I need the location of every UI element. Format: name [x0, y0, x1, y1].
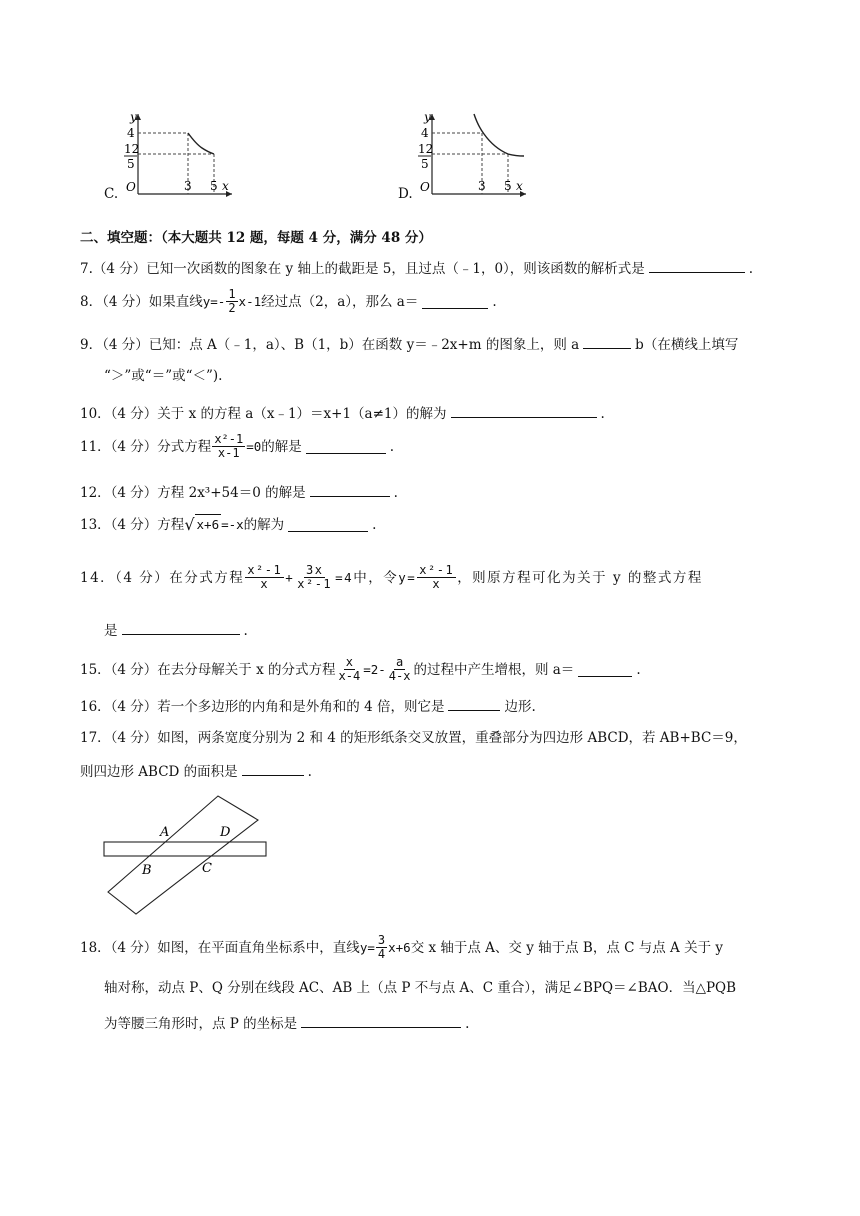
q17-line2: 则四边形 ABCD 的面积是	[80, 764, 238, 780]
question-17-line1: 17．（4 分）如图，两条宽度分别为 2 和 4 的矩形纸条交叉放置，重叠部分为四边形 ABCD，若 AB+BC＝9，	[80, 730, 747, 746]
q8-prefix: 8．（4 分）如果直线	[80, 293, 203, 310]
d-x-tick-5: 5	[504, 179, 512, 193]
option-d	[398, 110, 538, 202]
q8-fraction	[226, 288, 237, 315]
q18-suffix: 交 x 轴于点 A、交 y 轴于点 B，点 C 与点 A 关于 y	[410, 939, 724, 956]
q14-end: .	[243, 623, 248, 639]
q14-line2: 是	[104, 623, 118, 639]
question-7	[80, 258, 753, 279]
q13-suffix: 的解为	[243, 516, 285, 533]
q13-prefix: 13．（4 分）方程	[80, 516, 185, 533]
q15-prefix: 15．（4 分）在去分母解关于 x 的分式方程	[80, 661, 336, 678]
q18-prefix: 18．（4 分）如图，在平面直角坐标系中，直线	[80, 939, 360, 956]
q14-y-eq: y=	[398, 569, 417, 585]
q12-end: .	[393, 485, 398, 501]
q14-f2-den: x²-1	[297, 577, 333, 591]
q12-answer-blank[interactable]	[310, 482, 390, 497]
q18-fraction	[376, 934, 387, 961]
d-x-tick-3: 3	[478, 179, 486, 193]
q18-end: .	[465, 1016, 470, 1032]
q8-num: 1	[228, 287, 236, 301]
question-18-line1	[80, 934, 723, 961]
q11-end: .	[389, 438, 395, 455]
q14-fraction-1	[245, 564, 284, 591]
q8-den: 2	[228, 301, 236, 315]
question-9-line1	[80, 334, 738, 355]
q10-answer-blank[interactable]	[451, 403, 597, 418]
q18-line3: 为等腰三角形时，点 P 的坐标是	[104, 1016, 298, 1032]
q14-f1-den: x	[260, 577, 270, 591]
q11-answer-blank[interactable]	[306, 439, 386, 454]
q7-text: 7.（4 分）已知一次函数的图象在 y 轴上的截距是 5，且过点（﹣1，0），则该函数的解析式是	[80, 261, 645, 277]
d-y-axis-label: y	[424, 110, 431, 124]
c-y-tick-5: 5	[127, 157, 135, 171]
q8-end: .	[492, 293, 497, 310]
option-c-graph	[124, 110, 236, 200]
option-c	[104, 110, 244, 202]
q9-answer-blank[interactable]	[583, 334, 631, 349]
q18-num: 3	[377, 933, 386, 947]
q17-figure	[98, 792, 278, 916]
c-x-tick-3: 3	[184, 179, 192, 193]
q15-answer-blank[interactable]	[578, 662, 632, 677]
q11-prefix: 11．（4 分）分式方程	[80, 438, 212, 455]
q15-end: .	[636, 661, 641, 678]
q9-line1: 9．（4 分）已知：点 A（﹣1，a）、B（1，b）在函数 y＝﹣2x+m 的图象上，则 a	[80, 337, 580, 353]
q15-suffix: 的过程中产生增根，则 a＝	[413, 661, 575, 678]
q14-answer-blank[interactable]	[122, 620, 240, 635]
question-10	[80, 403, 605, 424]
d-y-tick-4: 4	[421, 126, 429, 140]
c-origin-label: O	[126, 180, 136, 194]
q15-f1-num: x	[345, 655, 353, 669]
horizontal-strip	[104, 842, 266, 856]
q15-mid: =2-	[363, 661, 386, 677]
q16-answer-blank[interactable]	[448, 696, 500, 711]
q17-label-b: B	[142, 863, 152, 878]
question-14-line1	[80, 564, 703, 591]
d-x-axis-label: x	[516, 179, 523, 193]
option-d-graph	[418, 110, 530, 200]
question-11	[80, 433, 394, 460]
q14-f1-num: x²-1	[247, 563, 283, 577]
q15-fraction-2	[387, 656, 413, 683]
q7-answer-blank[interactable]	[649, 258, 745, 273]
q14-mid: 中，令	[353, 569, 399, 586]
q18-y-eq: y=	[359, 939, 375, 955]
c-y-tick-12: 12	[124, 142, 140, 156]
q14-fraction-2	[295, 564, 334, 591]
q15-f1-den: x-4	[338, 669, 361, 683]
q13-eq: =-x	[221, 516, 244, 532]
q16-suffix: 边形.	[504, 699, 536, 715]
question-13	[80, 514, 376, 535]
question-12	[80, 482, 398, 503]
q17-end: .	[307, 764, 312, 780]
q10-end: .	[600, 406, 605, 422]
q8-y-eq: y=-	[202, 293, 226, 309]
q11-num: x²-1	[214, 432, 244, 446]
q18-den: 4	[377, 947, 386, 961]
d-origin-label: O	[420, 180, 430, 194]
c-y-tick-4: 4	[127, 126, 135, 140]
slanted-strip	[108, 796, 258, 914]
sqrt-icon: √	[184, 514, 195, 534]
q17-label-d: D	[220, 825, 231, 840]
q14-f3-num: x²-1	[419, 563, 455, 577]
q13-end: .	[372, 516, 377, 533]
q7-end: .	[748, 261, 754, 277]
question-14-line2	[104, 620, 248, 641]
q8-tail-eq: x-1	[238, 293, 262, 309]
q14-f2-num: 3x	[305, 563, 324, 577]
question-17-line2	[80, 761, 312, 782]
q15-f2-num: a	[396, 655, 404, 669]
q15-fraction-1	[337, 656, 363, 683]
q18-tail-eq: x+6	[388, 939, 411, 955]
q11-fraction	[212, 433, 245, 460]
option-c-label: C.	[104, 186, 119, 202]
option-d-label: D.	[398, 186, 413, 202]
q17-label-c: C	[202, 861, 212, 876]
q11-eq: =0	[246, 438, 262, 454]
q11-den: x-1	[217, 446, 240, 460]
q16-text: 16．（4 分）若一个多边形的内角和是外角和的 4 倍，则它是	[80, 699, 445, 715]
q13-answer-blank[interactable]	[288, 517, 368, 532]
section-title: 二、填空题：（本大题共 12 题，每题 4 分，满分 48 分）	[80, 230, 432, 246]
d-y-tick-5: 5	[421, 157, 429, 171]
q15-f2-den: 4-x	[388, 669, 411, 683]
q17-answer-blank[interactable]	[242, 761, 304, 776]
question-15	[80, 656, 641, 683]
q13-radicand: x+6	[195, 514, 222, 535]
q8-suffix: 经过点（2，a），那么 a＝	[261, 293, 419, 310]
q8-answer-blank[interactable]	[422, 294, 488, 309]
q12-text: 12．（4 分）方程 2x³+54＝0 的解是	[80, 485, 306, 501]
c-y-axis-label: y	[130, 110, 137, 124]
question-16	[80, 696, 536, 717]
q14-plus: +	[285, 569, 295, 585]
q18-answer-blank[interactable]	[301, 1013, 461, 1028]
q14-f3-den: x	[432, 577, 442, 591]
q14-suffix: ，则原方程可化为关于 y 的整式方程	[457, 569, 703, 586]
q9-line1b: b（在横线上填写	[635, 337, 739, 353]
d-y-tick-12: 12	[418, 142, 434, 156]
c-x-tick-5: 5	[210, 179, 218, 193]
c-x-axis-label: x	[222, 179, 229, 193]
q14-fraction-3	[417, 564, 456, 591]
q14-prefix: 14．（4 分）在分式方程	[80, 569, 245, 586]
question-9-line2: “＞”或“＝”或“＜”).	[104, 368, 223, 384]
q11-suffix: 的解是	[261, 438, 302, 455]
q10-text: 10．（4 分）关于 x 的方程 a（x﹣1）＝x+1（a≠1）的解为	[80, 406, 447, 422]
q17-label-a: A	[160, 825, 170, 840]
question-18-line3	[104, 1013, 469, 1034]
q14-eq: =4	[335, 569, 354, 585]
question-18-line2: 轴对称，动点 P、Q 分别在线段 AC、AB 上（点 P 不与点 A、C 重合），满足∠BPQ＝∠BAO．当△PQB	[104, 980, 737, 996]
question-8	[80, 288, 497, 315]
